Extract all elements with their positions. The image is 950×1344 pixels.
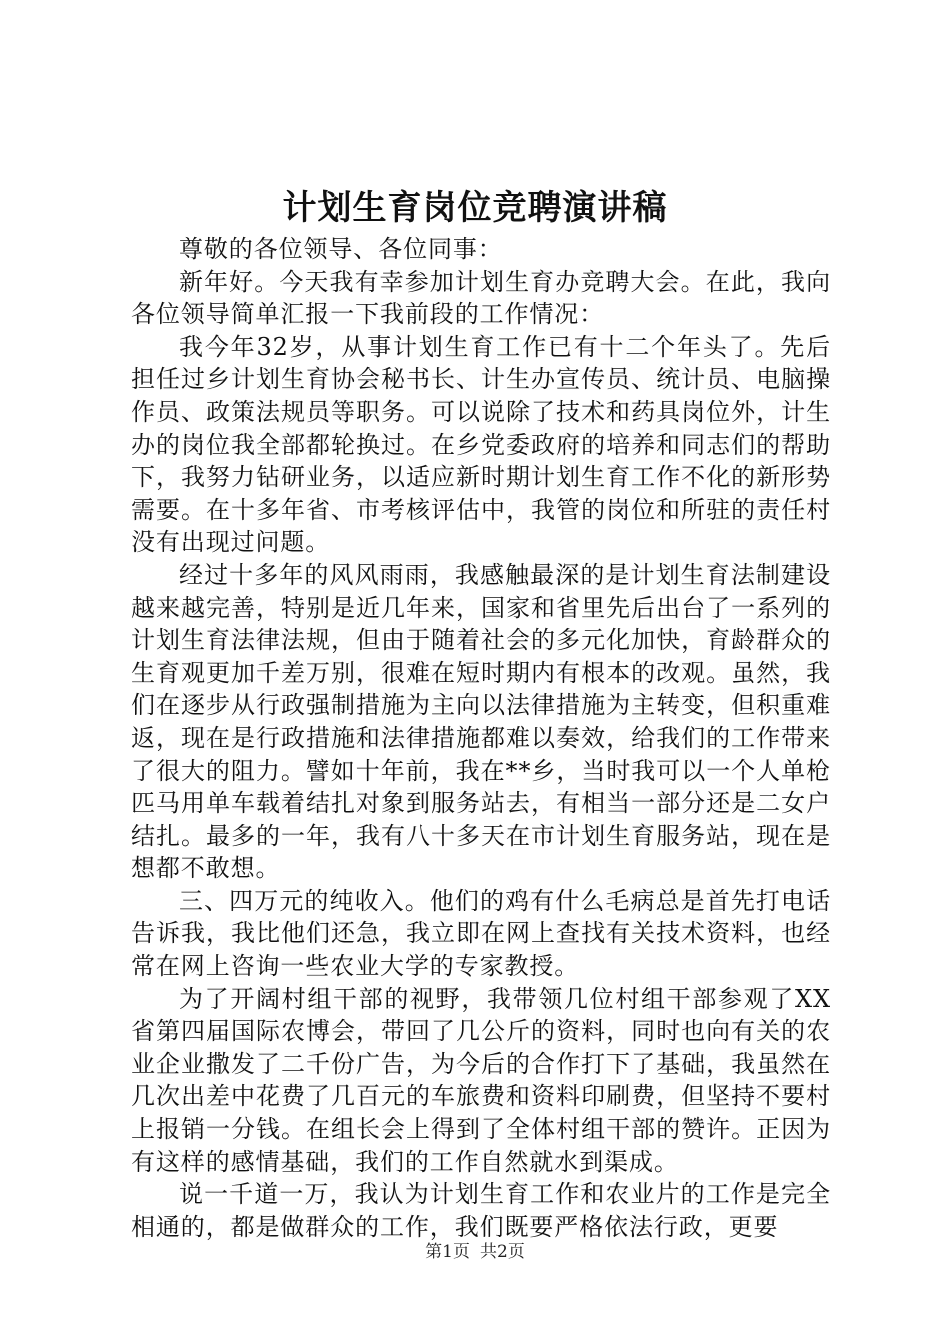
page-number: 第1页 [425,1242,470,1262]
conclusion-paragraph: 说一千道一万，我认为计划生育工作和农业片的工作是完全相通的，都是做群众的工作，我们既要严格依法行政，更要 [131,1180,831,1241]
greeting-paragraph: 新年好。今天我有幸参加计划生育办竞聘大会。在此，我向各位领导简单汇报一下我前段的工作情况： [131,267,831,329]
income-paragraph: 三、四万元的纯收入。他们的鸡有什么毛病总是首先打电话告诉我，我比他们还急，我立即在网上查找有关技术资料，也经常在网上咨询一些农业大学的专家教授。 [131,886,831,981]
experience-paragraph: 我今年32岁，从事计划生育工作已有十二个年头了。先后担任过乡计划生育协会秘书长、计生办宣传员、统计员、电脑操作员、政策法规员等职务。可以说除了技术和药具岗位外，计生办的岗位我全部都轮换过。在乡党委政府的培养和同志们的帮助下，我努力钻研业务，以适应新时期计划生育工作不化的新形势需要。在十多年省、市考核评估中，我管的岗位和所驻的责任村没有出现过问题。 [131,332,831,557]
salutation-paragraph: 尊敬的各位领导、各位同事： [179,235,503,263]
page-footer [0,1240,950,1264]
document-title: 计划生育岗位竞聘演讲稿 [282,188,668,228]
expo-paragraph: 为了开阔村组干部的视野，我带领几位村组干部参观了XX省第四届国际农博会，带回了几公斤的资料，同时也向有关的农业企业撒发了二千份广告，为今后的合作打下了基础，我虽然在几次出差中花费了几百元的车旅费和资料印刷费，但坚持不要村上报销一分钱。在组长会上得到了全体村组干部的赞许。正因为有这样的感情基础，我们的工作自然就水到渠成。 [131,984,831,1176]
document-body [131,233,831,1243]
page-total: 共2页 [480,1242,525,1262]
reflection-paragraph: 经过十多年的风风雨雨，我感触最深的是计划生育法制建设越来越完善，特别是近几年来，国家和省里先后出台了一系列的计划生育法律法规，但由于随着社会的多元化加快，育龄群众的生育观更加千差万别，很难在短时期内有根本的改观。虽然，我们在逐步从行政强制措施为主向以法律措施为主转变，但积重难返，现在是行政措施和法律措施都难以奏效，给我们的工作带来了很大的阻力。譬如十年前，我在**乡，当时我可以一个人单枪匹马用单车载着结扎对象到服务站去，有相当一部分还是二女户结扎。最多的一年，我有八十多天在市计划生育服务站，现在是想都不敢想。 [131,560,831,883]
